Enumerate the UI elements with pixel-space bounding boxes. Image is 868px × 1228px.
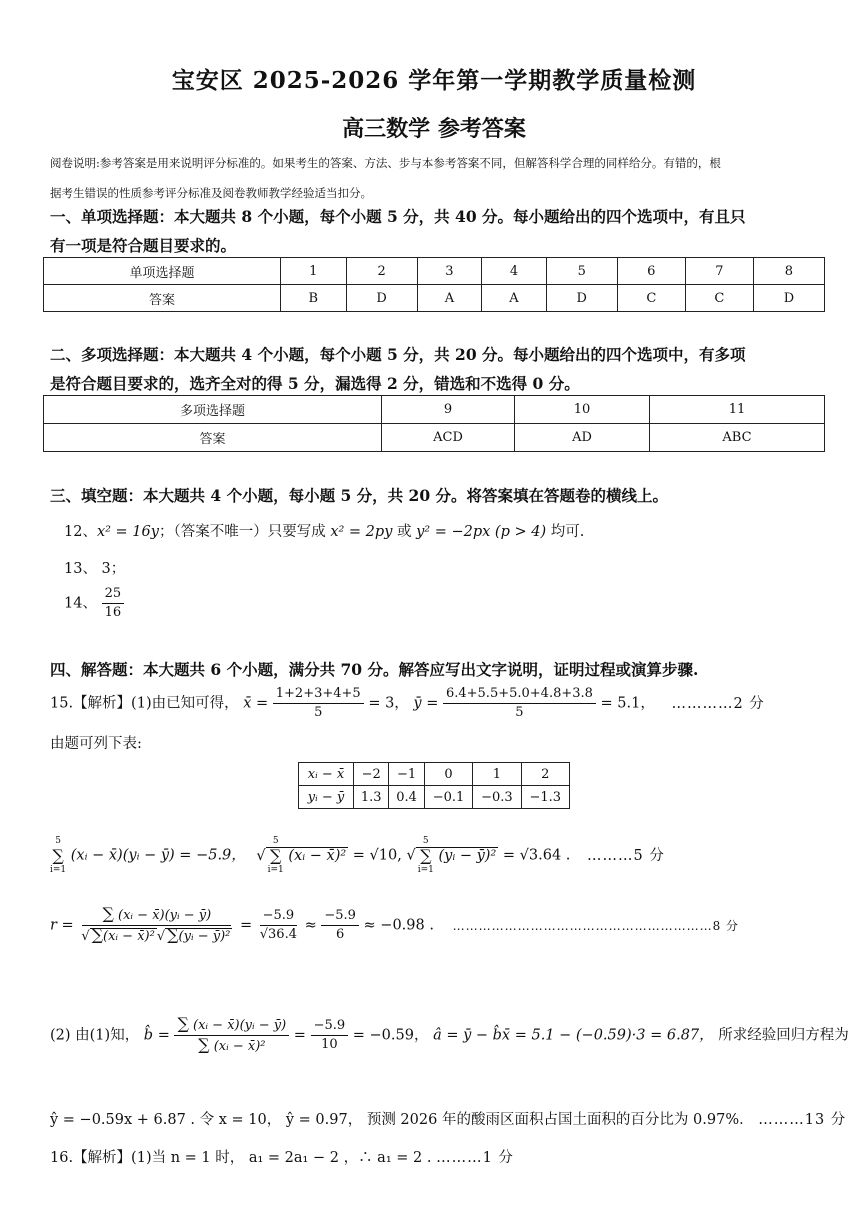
table-cell: 5 (546, 258, 617, 285)
table-cell: 答案 (44, 424, 382, 452)
score-mark: ………13 分 (758, 1112, 847, 1128)
fraction: $\frac{-5.9}{10}$ (311, 1017, 349, 1054)
page-title: 宝安区 2025-2026 学年第一学期教学质量检测 (171, 67, 697, 94)
q15-table-intro: 由题可列下表: (50, 736, 142, 752)
table-cell: −1 (389, 763, 424, 786)
page-subtitle: 高三数学 参考答案 (342, 116, 526, 142)
grading-note-line: 阅卷说明:参考答案是用来说明评分标准的。如果考生的答案、方法、步与本参考答案不同，但解答科学合理的同样给分。有错的，根 (50, 156, 721, 170)
sum-symbol: 5 ∑ i=1 (50, 836, 67, 875)
grading-note (50, 148, 830, 208)
table-cell: 1 (281, 258, 347, 285)
fraction: $\frac{-5.9}{6}$ (321, 907, 359, 944)
table-row (44, 424, 825, 452)
table-cell: 7 (685, 258, 753, 285)
sqrt-term: 5 ∑ i=1 (yᵢ − ȳ)² (417, 836, 497, 875)
table-cell: 10 (515, 396, 650, 424)
table-cell: 4 (482, 258, 547, 285)
table-cell: B (281, 285, 347, 312)
fraction: $\frac{6.4+5.5+5.0+4.8+3.8}{5}$ (443, 685, 596, 722)
table-cell: xᵢ − x̄ (299, 763, 354, 786)
table-cell: 9 (382, 396, 515, 424)
q15-sums: 5 ∑ i=1 (xᵢ − x̄)(yᵢ − ȳ) = −5.9， √ 5 ∑ i=1 (xᵢ − x̄)² = √10, √ 5 ∑ i=1 (yᵢ − ȳ)² = √3.64 . ………5 分 (50, 836, 665, 875)
table-cell: C (617, 285, 685, 312)
table-row (44, 258, 825, 285)
table-cell: 8 (753, 258, 824, 285)
table-cell: 0 (424, 763, 472, 786)
table-cell: −2 (354, 763, 389, 786)
section-3-heading: 三、填空题：本大题共 4 个小题，每小题 5 分，共 20 分。将答案填在答题卷的横线上。 (50, 486, 669, 505)
table-cell: 6 (617, 258, 685, 285)
table-cell: AD (515, 424, 650, 452)
table-cell: D (346, 285, 417, 312)
score-mark: ………5 分 (587, 847, 665, 864)
table-cell: −0.3 (473, 786, 521, 809)
sqrt-term: 5 ∑ i=1 (xᵢ − x̄)² (267, 836, 347, 875)
deviation-table (298, 762, 570, 809)
table-cell: ACD (382, 424, 515, 452)
fraction: $\frac{\text{∑ (xᵢ − x̄)(yᵢ − ȳ)}}{\text{√ ∑(xᵢ − x̄)² √ ∑(yᵢ − ȳ)²}}$ (81, 904, 231, 944)
table-cell: D (753, 285, 824, 312)
q15-means: 15.【解析】(1)由已知可得， x̄ = $\frac{1+2+3+4+5}{5}$ = 3， ȳ = $\frac{6.4+5.5+5.0+4.8+3.8}{5}$ = 5.1， …………2 分 (50, 686, 765, 720)
table-cell: 多项选择题 (44, 396, 382, 424)
table-row (44, 396, 825, 424)
table-cell: −1.3 (521, 786, 569, 809)
table-cell: 1.3 (354, 786, 389, 809)
grading-note-line: 据考生错误的性质参考评分标准及阅卷教师教学经验适当扣分。 (50, 186, 372, 200)
fraction: $\frac{1+2+3+4+5}{5}$ (273, 685, 364, 722)
table-cell: C (685, 285, 753, 312)
table-cell: 1 (473, 763, 521, 786)
q15-correlation: r = $\frac{\text{∑ (xᵢ − x̄)(yᵢ − ȳ)}}{\text{√ ∑(xᵢ − x̄)² √ ∑(yᵢ − ȳ)²}}$ = $\frac{-5.9}{√36.4}$ ≈ $\frac{-5.9}{6}$ ≈ −0.98 . ……………………………………………………8 分 (50, 904, 740, 944)
section-2-heading: 二、多项选择题：本大题共 4 个小题，每个小题 5 分，共 20 分。每小题给出的四个选项中，有多项 是符合题目要求的，选齐全对的得 5 分，漏选得 2 分，错选和不选得 0 分。 (50, 345, 746, 393)
table-row (299, 763, 570, 786)
table-cell: D (546, 285, 617, 312)
fraction: $\frac{-5.9}{√36.4}$ (259, 908, 297, 942)
single-choice-table (43, 257, 825, 312)
score-mark: ……………………………………………………8 分 (452, 918, 740, 933)
table-cell: 2 (521, 763, 569, 786)
score-mark: …………2 分 (671, 695, 765, 712)
table-cell: ABC (650, 424, 825, 452)
table-cell: A (417, 285, 482, 312)
fraction: $\frac{25}{16}$ (102, 585, 125, 622)
q15-prediction: ŷ = −0.59x + 6.87 . 令 x = 10， ŷ = 0.97， 预测 2026 年的酸雨区面积占国土面积的百分比为 0.97%． ………13 分 (50, 1112, 847, 1128)
table-cell: 0.4 (389, 786, 424, 809)
table-cell: 11 (650, 396, 825, 424)
q16-start: 16.【解析】(1)当 n = 1 时， a₁ = 2a₁ − 2 ，∴ a₁ = 2 . ………1 分 (50, 1150, 514, 1166)
fraction: $\frac{\text{∑ (xᵢ − x̄)(yᵢ − ȳ)}}{\text{∑ (xᵢ − x̄)²}}$ (174, 1015, 289, 1056)
table-cell: 2 (346, 258, 417, 285)
table-row (299, 786, 570, 809)
table-cell: −0.1 (424, 786, 472, 809)
answer-14: 14、 $\frac{25}{16}$ (64, 585, 124, 622)
answer-13: 13、 3； (64, 561, 126, 577)
score-mark: ………1 分 (436, 1150, 514, 1166)
table-cell: A (482, 285, 547, 312)
multi-choice-table (43, 395, 825, 452)
table-cell: 3 (417, 258, 482, 285)
table-cell: 单项选择题 (44, 258, 281, 285)
answer-12: 12、x² = 16y；（答案不唯一）只要写成 x² = 2py 或 y² = −2px (p > 4) 均可. (64, 524, 585, 540)
table-cell: 答案 (44, 285, 281, 312)
table-cell: yᵢ − ȳ (299, 786, 354, 809)
section-1-heading: 一、单项选择题：本大题共 8 个小题，每个小题 5 分，共 40 分。每小题给出的四个选项中，有且只 有一项是符合题目要求的。 (50, 207, 746, 255)
section-4-heading: 四、解答题：本大题共 6 个小题，满分共 70 分。解答应写出文字说明，证明过程或演算步骤. (50, 660, 699, 679)
table-row (44, 285, 825, 312)
q15-regression: (2) 由(1)知， b̂ = $\frac{\text{∑ (xᵢ − x̄)(yᵢ − ȳ)}}{\text{∑ (xᵢ − x̄)²}}$ = $\frac{-5.9}{10}$ = −0.59， â = ȳ − b̂x̄ = 5.1 − (−0.59)·3 = 6.87， 所求经验回归方程为 (50, 1014, 849, 1054)
